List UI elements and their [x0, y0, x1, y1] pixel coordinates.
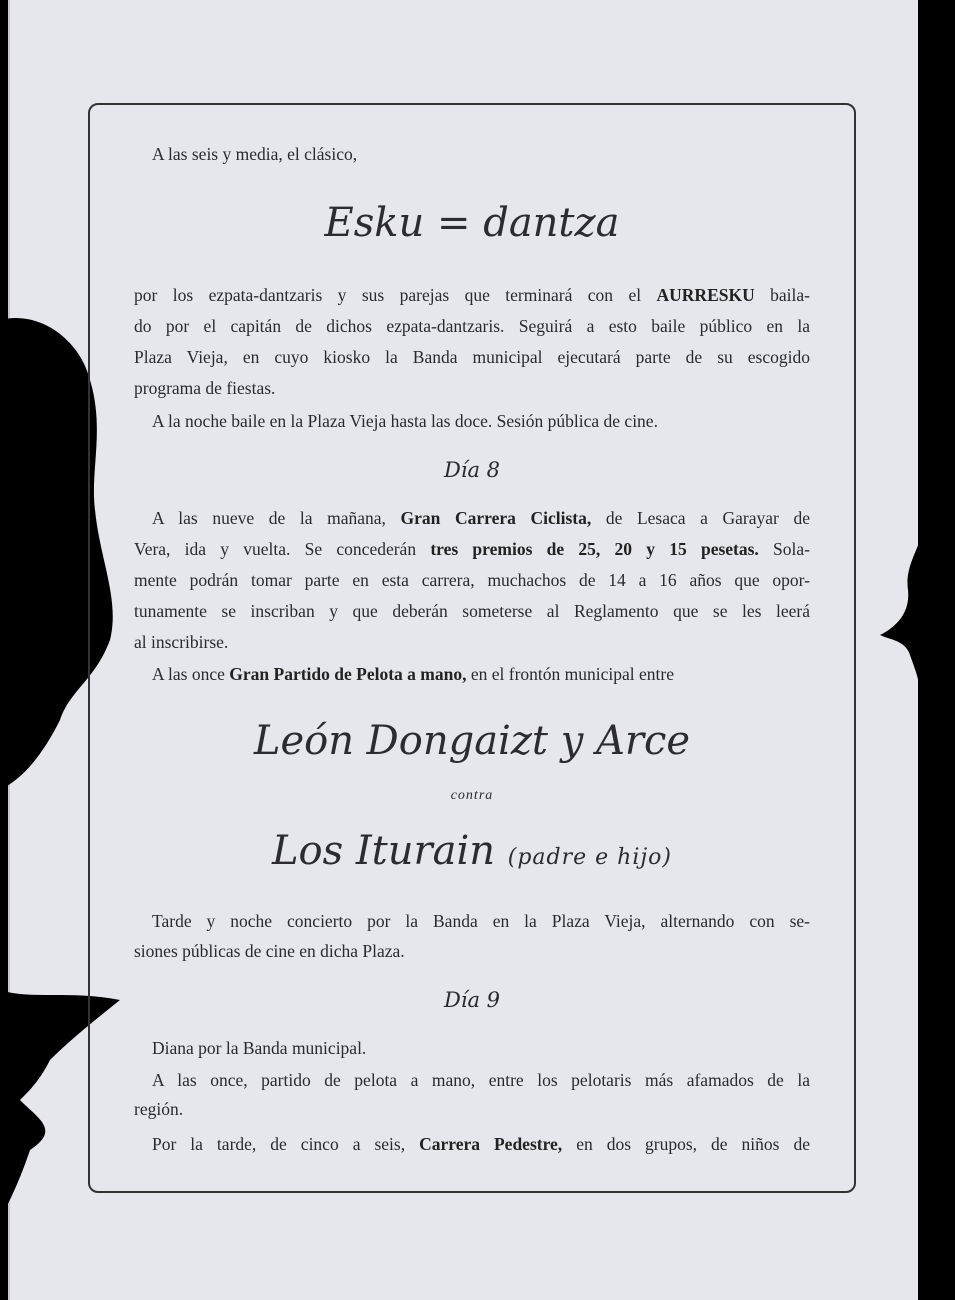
text-line: do por el capitán de dichos ezpata-dantzaris. Seguirá a esto baile público en la — [134, 316, 810, 336]
text-line: Diana por la Banda municipal. — [152, 1038, 367, 1058]
heading-day-9: Día 9 — [443, 988, 501, 1012]
heading-esku-dantza: Esku = dantza — [324, 200, 620, 246]
text-line: por los ezpata-dantzaris y sus parejas que terminará con el AURRESKU baila- — [134, 285, 810, 305]
text-line: Por la tarde, de cinco a seis, Carrera Pedestre, en dos grupos, de niños de — [152, 1134, 810, 1154]
text-line: al inscribirse. — [134, 632, 229, 652]
text-line: A las once, partido de pelota a mano, entre los pelotaris más afamados de la — [152, 1070, 810, 1090]
text-line: mente podrán tomar parte en esta carrera, muchachos de 14 a 16 años que opor- — [134, 570, 810, 590]
text-line: A las once Gran Partido de Pelota a mano, en el frontón municipal entre — [152, 664, 674, 684]
heading-players-2: Los Iturain (padre e hijo) — [271, 828, 673, 874]
text-line: Vera, ida y vuelta. Se concederán tres premios de 25, 20 y 15 pesetas. Sola- — [134, 539, 810, 559]
players-2-note: (padre e hijo) — [507, 845, 673, 870]
text-line: A la noche baile en la Plaza Vieja hasta las doce. Sesión pública de cine. — [152, 411, 658, 431]
highlight-premios: tres premios de 25, 20 y 15 pesetas. — [430, 539, 759, 559]
text-line: programa de fiestas. — [134, 378, 276, 398]
heading-players-1: León Dongaizt y Arce — [253, 718, 691, 764]
text-line: Tarde y noche concierto por la Banda en la Plaza Vieja, alternando con se- — [152, 911, 810, 931]
highlight-partido-pelota: Gran Partido de Pelota a mano, — [229, 664, 467, 684]
highlight-carrera-pedestre: Carrera Pedestre, — [419, 1134, 563, 1154]
text-line: tunamente se inscriban y que deberán someterse al Reglamento que se les leerá — [134, 601, 810, 621]
text-contra: contra — [450, 788, 494, 803]
torn-edge-right — [880, 540, 955, 720]
highlight-carrera-ciclista: Gran Carrera Ciclista, — [400, 508, 592, 528]
highlight-aurresku: AURRESKU — [656, 285, 755, 305]
text-line: A las nueve de la mañana, Gran Carrera Ciclista, de Lesaca a Garayar de — [152, 508, 810, 528]
text-line: siones públicas de cine en dicha Plaza. — [134, 941, 405, 961]
text-line: Plaza Vieja, en cuyo kiosko la Banda municipal ejecutará parte de su escogido — [134, 347, 810, 367]
text-line: región. — [134, 1099, 184, 1119]
heading-day-8: Día 8 — [443, 458, 501, 482]
text-line: A las seis y media, el clásico, — [152, 144, 358, 164]
